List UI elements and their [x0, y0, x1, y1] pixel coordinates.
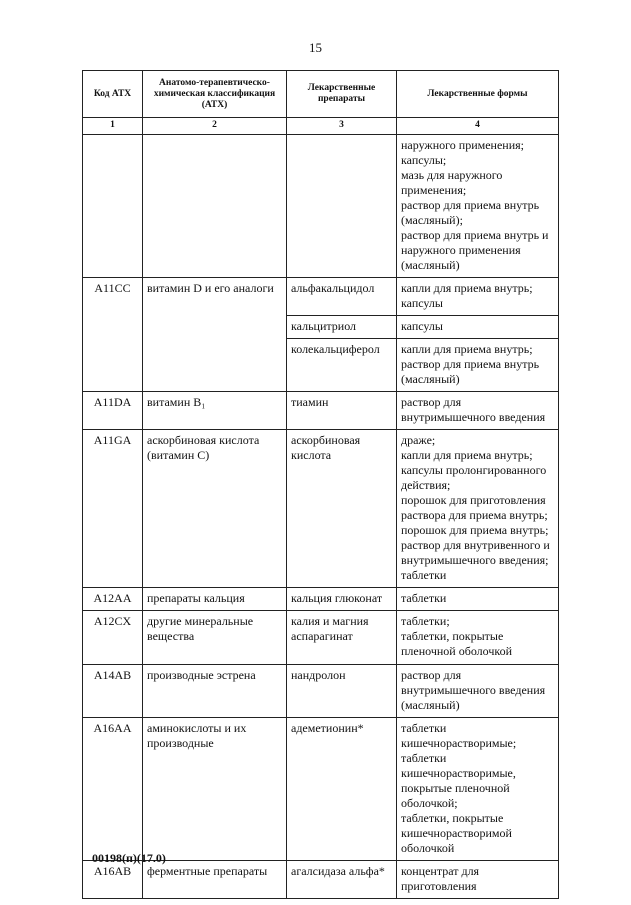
dosage-form-line: раствор для приема внутрь (масляный) — [401, 357, 540, 386]
dosage-form-line: таблетки; — [401, 614, 450, 628]
table-row — [83, 278, 559, 316]
atx-code-cell: A11DA — [83, 392, 143, 430]
classification-cell: другие минеральные вещества — [143, 611, 287, 665]
dosage-form-line: раствор для внутримышечного введения — [401, 395, 546, 424]
column-number: 3 — [287, 118, 397, 135]
header-forms: Лекарственные формы — [397, 71, 559, 118]
drug-name-cell: агалсидаза альфа* — [287, 861, 397, 899]
table-row — [83, 135, 559, 278]
column-number: 4 — [397, 118, 559, 135]
dosage-form-line: мазь для наружного применения; — [401, 168, 503, 197]
drug-name-cell: калия и магния аспарагинат — [287, 611, 397, 665]
dosage-form-line: драже; — [401, 433, 436, 447]
dosage-forms-cell — [397, 392, 559, 430]
drug-name-cell: аскорбиновая кислота — [287, 430, 397, 588]
column-number: 1 — [83, 118, 143, 135]
atx-code-cell: A16AB — [83, 861, 143, 899]
table-row — [83, 611, 559, 665]
classification-cell: производные эстрена — [143, 665, 287, 718]
dosage-form-line: наружного применения; — [401, 138, 524, 152]
dosage-forms-cell — [397, 861, 559, 899]
column-number: 2 — [143, 118, 287, 135]
table-row — [83, 430, 559, 588]
dosage-forms-cell — [397, 316, 559, 339]
dosage-form-line: раствор для внутримышечного введения (масляный) — [401, 668, 546, 712]
dosage-forms-cell — [397, 665, 559, 718]
header-drugs: Лекарственные препараты — [287, 71, 397, 118]
dosage-form-line: капсулы; — [401, 153, 447, 167]
column-number-row — [83, 118, 559, 135]
dosage-form-line: таблетки, покрытые кишечнорастворимой оболочкой — [401, 811, 512, 855]
dosage-forms-cell — [397, 339, 559, 392]
dosage-form-line: раствор для внутривенного и внутримышечного введения; — [401, 538, 550, 567]
dosage-forms-cell — [397, 588, 559, 611]
header-classification: Анатомо-терапевтическо-химическая классификация (АТХ) — [143, 71, 287, 118]
table-row — [83, 718, 559, 861]
drug-name-cell: альфакальцидол — [287, 278, 397, 316]
table-row — [83, 861, 559, 899]
classification-cell — [143, 135, 287, 278]
drug-name-cell: кальцитриол — [287, 316, 397, 339]
atx-code-cell: A16AA — [83, 718, 143, 861]
dosage-forms-cell — [397, 611, 559, 665]
atx-code-cell: A12CX — [83, 611, 143, 665]
dosage-forms-cell — [397, 430, 559, 588]
dosage-form-line: капсулы — [401, 296, 443, 310]
classification-cell: аскорбиновая кислота (витамин C) — [143, 430, 287, 588]
dosage-form-line: капли для приема внутрь; — [401, 448, 533, 462]
atx-code-cell: A12AA — [83, 588, 143, 611]
dosage-form-line: капли для приема внутрь; — [401, 281, 533, 295]
dosage-forms-cell — [397, 135, 559, 278]
table-row — [83, 665, 559, 718]
drug-name-cell — [287, 135, 397, 278]
classification-cell: витамин B₁ — [143, 392, 287, 430]
drug-name-cell: нандролон — [287, 665, 397, 718]
drug-name-cell: адеметионин* — [287, 718, 397, 861]
document-code: 00198(п)(17.0) — [92, 851, 166, 865]
atx-code-cell: A11CC — [83, 278, 143, 392]
dosage-form-line: таблетки — [401, 591, 447, 605]
dosage-form-line: раствор для приема внутрь (масляный); — [401, 198, 540, 227]
dosage-form-line: таблетки кишечнорастворимые; — [401, 721, 517, 750]
atx-code-cell: A11GA — [83, 430, 143, 588]
dosage-form-line: порошок для приема внутрь; — [401, 523, 549, 537]
dosage-form-line: капсулы — [401, 319, 443, 333]
dosage-forms-cell — [397, 718, 559, 861]
atx-table — [82, 70, 559, 899]
atx-code-cell: A14AB — [83, 665, 143, 718]
page-number: 15 — [309, 40, 322, 55]
drug-name-cell: колекальциферол — [287, 339, 397, 392]
dosage-form-line: порошок для приготовления раствора для приема внутрь; — [401, 493, 548, 522]
classification-cell: препараты кальция — [143, 588, 287, 611]
dosage-form-line: капсулы пролонгированного действия; — [401, 463, 547, 492]
dosage-form-line: таблетки кишечнорастворимые, покрытые пленочной оболочкой; — [401, 751, 516, 810]
table-body — [83, 135, 559, 899]
dosage-form-line: концентрат для приготовления — [401, 864, 480, 893]
dosage-form-line: раствор для приема внутрь и наружного применения (масляный) — [401, 228, 549, 272]
table-row — [83, 588, 559, 611]
header-code: Код АТХ — [83, 71, 143, 118]
dosage-form-line: таблетки, покрытые пленочной оболочкой — [401, 629, 513, 658]
dosage-form-line: таблетки — [401, 568, 447, 582]
header-row — [83, 71, 559, 118]
dosage-form-line: капли для приема внутрь; — [401, 342, 533, 356]
drug-name-cell: тиамин — [287, 392, 397, 430]
classification-cell: ферментные препараты — [143, 861, 287, 899]
classification-cell: аминокислоты и их производные — [143, 718, 287, 861]
classification-cell: витамин D и его аналоги — [143, 278, 287, 392]
table-row — [83, 392, 559, 430]
dosage-forms-cell — [397, 278, 559, 316]
atx-code-cell — [83, 135, 143, 278]
drug-name-cell: кальция глюконат — [287, 588, 397, 611]
